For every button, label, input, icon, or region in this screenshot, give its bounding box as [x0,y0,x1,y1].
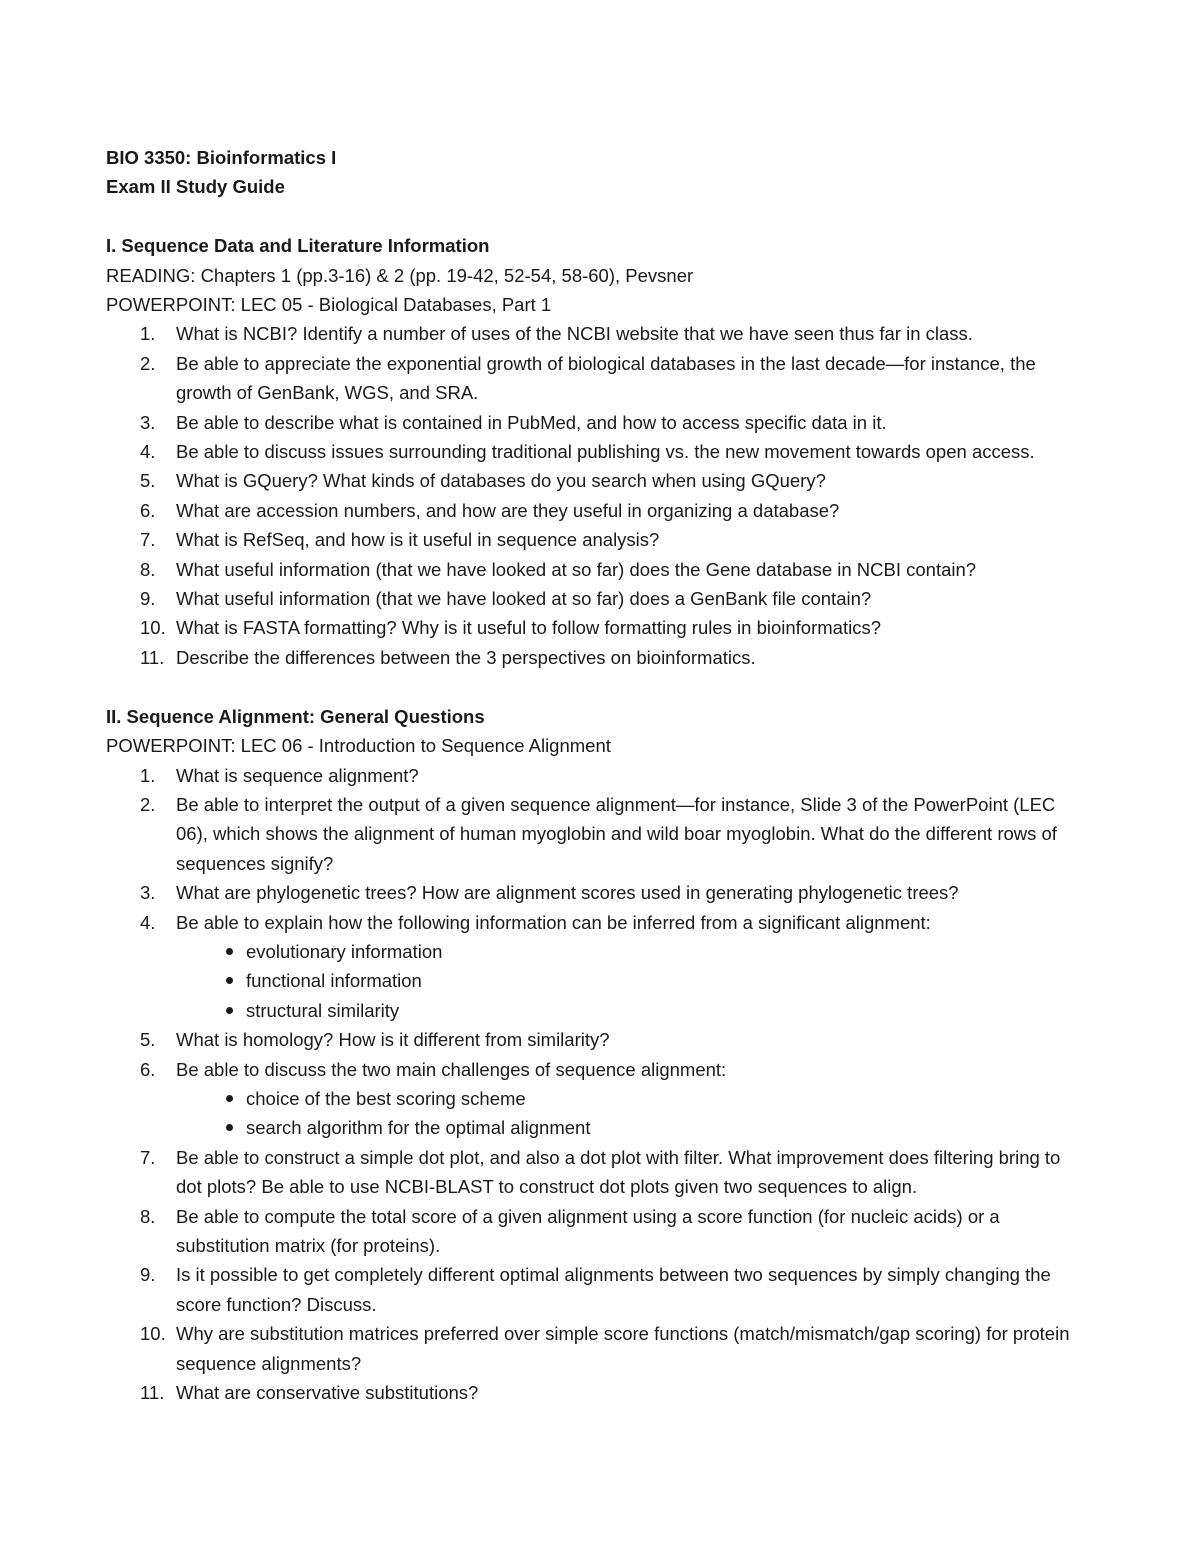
bullet-list [176,937,1080,1025]
section-1-heading: I. Sequence Data and Literature Information [106,235,490,257]
question-number: 6. [140,1058,156,1080]
question-number: 1. [140,764,156,786]
question-text: What is RefSeq, and how is it useful in sequence analysis? [176,529,660,551]
question-number: 4. [140,441,156,463]
question-item [106,496,1080,525]
question-number: 5. [140,1029,156,1051]
question-text: Be able to interpret the output of a given sequence alignment—for instance, Slide 3 of the PowerPoint (LEC 06), which shows the alignment of human myoglobin and wild boar myoglobin. What do the different rows of sequences signify? [176,793,1057,874]
question-number: 2. [140,793,156,815]
section-1-reading: READING: Chapters 1 (pp.3-16) & 2 (pp. 19-42, 52-54, 58-60), Pevsner [106,264,694,286]
question-text: What is FASTA formatting? Why is it useful to follow formatting rules in bioinformatics? [176,617,881,639]
document-subtitle: Exam II Study Guide [106,176,285,198]
question-item [106,790,1080,878]
question-text: What useful information (that we have looked at so far) does the Gene database in NCBI contain? [176,558,977,580]
spacer [106,672,1100,701]
question-number: 11. [140,1382,165,1404]
question-text: Be able to compute the total score of a given alignment using a score function (for nucleic acids) or a substitution matrix (for proteins). [176,1205,1000,1256]
section-2-powerpoint: POWERPOINT: LEC 06 - Introduction to Sequence Alignment [106,735,611,757]
question-number: 10. [140,617,166,639]
section-1-powerpoint: POWERPOINT: LEC 05 - Biological Databases, Part 1 [106,294,552,316]
section-1-question-list [106,319,1100,672]
bullet-item: structural similarity [176,996,1080,1025]
question-item [106,319,1080,348]
question-number: 8. [140,558,156,580]
question-number: 7. [140,529,156,551]
question-number: 7. [140,1146,156,1168]
question-text: What are accession numbers, and how are they useful in organizing a database? [176,499,840,521]
bullet-item: search algorithm for the optimal alignment [176,1113,1080,1142]
question-item [106,1025,1080,1054]
bullet-list [176,1084,1080,1143]
question-item [106,1319,1080,1378]
question-text: Be able to construct a simple dot plot, and also a dot plot with filter. What improvement does filtering bring to dot plots? Be able to use NCBI-BLAST to construct dot plots given two sequences to align. [176,1146,1061,1198]
question-text: What are conservative substitutions? [176,1382,479,1404]
question-text: Why are substitution matrices preferred over simple score functions (match/mismatch/gap scoring) for protein sequence alignments? [176,1323,1070,1374]
question-item [106,1378,1080,1407]
question-number: 4. [140,911,156,933]
question-item [106,878,1080,907]
question-number: 3. [140,411,156,433]
question-number: 9. [140,1264,156,1286]
bullet-item: evolutionary information [176,937,1080,966]
question-text: What useful information (that we have looked at so far) does a GenBank file contain? [176,588,872,610]
question-text: Describe the differences between the 3 perspectives on bioinformatics. [176,646,756,668]
bullet-item: choice of the best scoring scheme [176,1084,1080,1113]
question-item [106,1202,1080,1261]
spacer [106,202,1100,231]
question-item [106,349,1080,408]
question-item [106,643,1080,672]
question-text: Be able to discuss issues surrounding traditional publishing vs. the new movement towards open access. [176,441,1035,463]
question-text: What is homology? How is it different from similarity? [176,1029,610,1051]
question-text: Be able to describe what is contained in PubMed, and how to access specific data in it. [176,411,887,433]
question-item [106,613,1080,642]
question-number: 2. [140,352,156,374]
question-number: 6. [140,499,156,521]
question-number: 1. [140,323,156,345]
section-2-heading: II. Sequence Alignment: General Questions [106,705,485,727]
question-text: Be able to discuss the two main challenges of sequence alignment: [176,1058,727,1080]
question-number: 5. [140,470,156,492]
question-number: 10. [140,1323,166,1345]
section-2-question-list [106,761,1100,1408]
question-text: What is NCBI? Identify a number of uses of the NCBI website that we have seen thus far in class. [176,323,973,345]
question-item [106,555,1080,584]
question-number: 3. [140,882,156,904]
question-number: 8. [140,1205,156,1227]
question-item [106,908,1080,1026]
question-item [106,1055,1080,1143]
question-item [106,584,1080,613]
question-number: 11. [140,646,165,668]
question-item [106,761,1080,790]
question-item [106,408,1080,437]
question-text: What is sequence alignment? [176,764,419,786]
question-text: Is it possible to get completely different optimal alignments between two sequences by simply changing the score function? Discuss. [176,1264,1051,1315]
question-item [106,525,1080,554]
course-title: BIO 3350: Bioinformatics I [106,147,337,168]
question-number: 9. [140,588,156,610]
question-text: Be able to appreciate the exponential growth of biological databases in the last decade—for instance, the growth of GenBank, WGS, and SRA. [176,352,1036,404]
question-item [106,1143,1080,1202]
question-text: What is GQuery? What kinds of databases do you search when using GQuery? [176,470,826,492]
bullet-item: functional information [176,966,1080,995]
question-item [106,1260,1080,1319]
question-item [106,437,1080,466]
question-text: What are phylogenetic trees? How are alignment scores used in generating phylogenetic trees? [176,882,959,904]
question-text: Be able to explain how the following information can be inferred from a significant alignment: [176,911,931,933]
question-item [106,466,1080,495]
